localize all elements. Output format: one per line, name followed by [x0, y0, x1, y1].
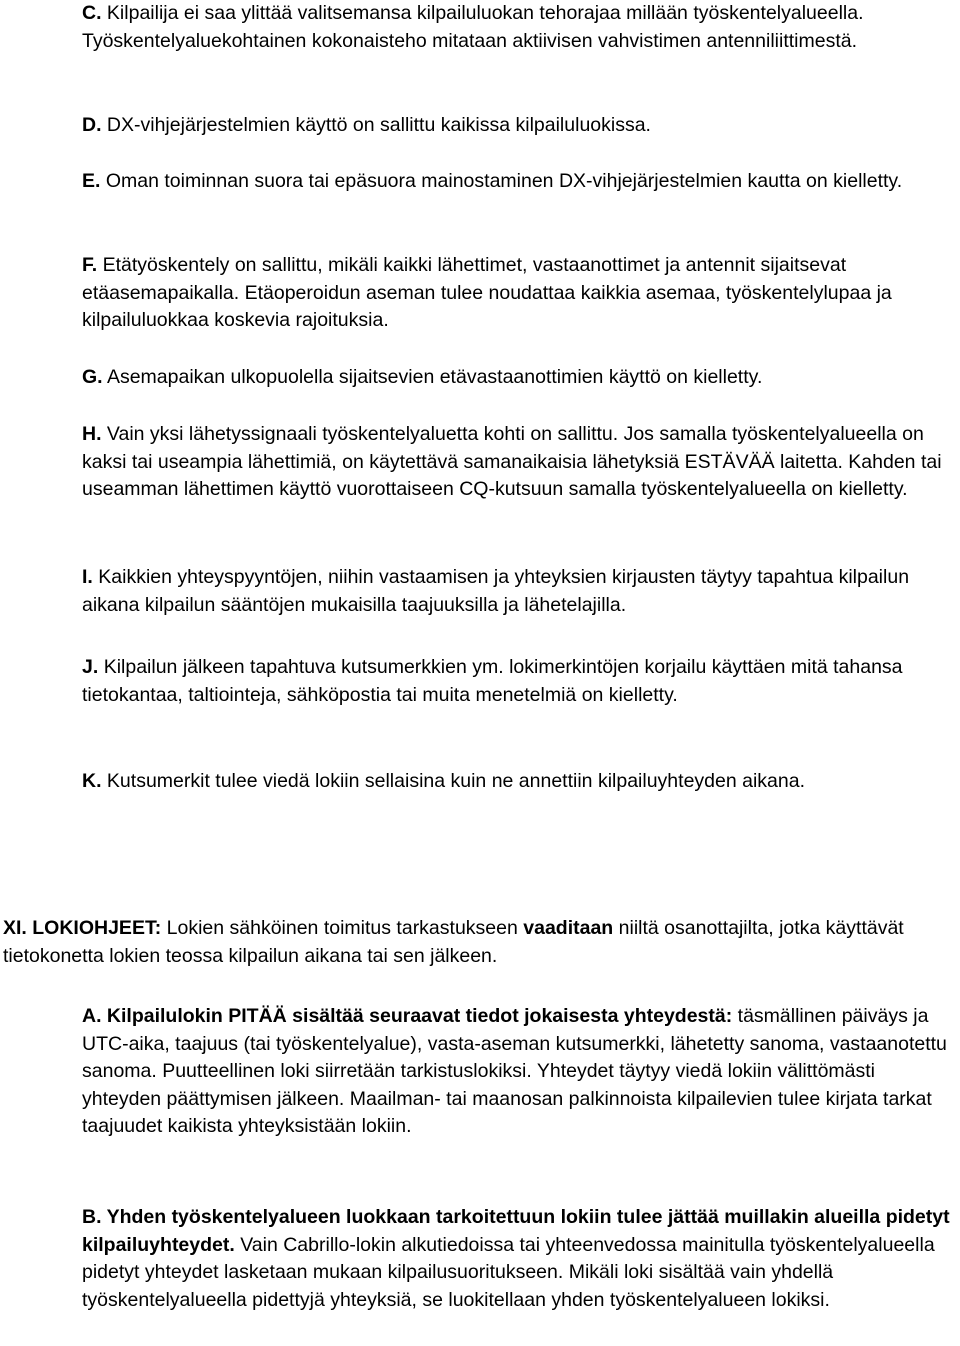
rule-c-text: Kilpailija ei saa ylittää valitsemansa kilpailuluokan tehorajaa millään työskentelyalueella. Työskentelyaluekohtainen kokonaisteho mitataan aktiivisen vahvistimen antenniliittimestä. — [82, 2, 864, 52]
rule-e — [82, 168, 954, 196]
rule-d-label: D. — [82, 114, 102, 136]
rule-g-label: G. — [82, 366, 103, 388]
rule-e-label: E. — [82, 170, 101, 192]
rule-c-label: C. — [82, 2, 102, 24]
rule-h-text: Vain yksi lähetyssignaali työskentelyaluetta kohti on sallittu. Jos samalla työskentelyalueella on kaksi tai useampia lähettimiä, on käytettävä samanaikaisia lähetyksiä ESTÄVÄÄ laitetta. Kahden tai useamman lähettimen käyttö vuorottaiseen CQ-kutsuun samalla työskentelyalueella on kielletty. — [82, 423, 942, 500]
sub-rule-b-label: B. Yhden työskentelyalueen luokkaan tarkoitettuun lokiin tulee jättää muillakin alueilla pidetyt kilpailuyhteydet. — [82, 1206, 950, 1256]
rule-h-label: H. — [82, 423, 102, 445]
rule-i-text: Kaikkien yhteyspyyntöjen, niihin vastaamisen ja yhteyksien kirjausten täytyy tapahtua kilpailun aikana kilpailun sääntöjen mukaisilla taajuuksilla ja lähetelajilla. — [82, 566, 910, 616]
sub-rule-a-text: täsmällinen päiväys ja UTC-aika, taajuus (tai työskentelyalue), vasta-aseman kutsumerkki, lähetetty sanoma, vastaanotettu sanoma. Puutteellinen loki siirretään tarkistuslokiksi. Yhteydet täytyy viedä lokiin välittömästi yhteyden päättymisen jälkeen. Maailman- tai maanosan palkinnoista kilpailevien tulee kirjata tarkat taajuudet kaikista yhteyksistään lokiin. — [82, 1005, 947, 1137]
section-xi-text-before: Lokien sähköinen toimitus tarkastukseen — [166, 917, 518, 939]
rule-e-text: Oman toiminnan suora tai epäsuora mainostaminen DX-vihjejärjestelmien kautta on kielletty. — [105, 170, 903, 192]
rule-f — [82, 252, 954, 335]
rule-f-label: F. — [82, 254, 98, 276]
section-xi-text-after: niiltä osanottajilta, jotka käyttävät tietokonetta lokien teossa kilpailun aikana tai sen jälkeen. — [3, 917, 904, 967]
rule-i-label: I. — [82, 566, 93, 588]
section-xi — [3, 915, 955, 970]
rule-j-text: Kilpailun jälkeen tapahtuva kutsumerkkien ym. lokimerkintöjen korjailu käyttäen mitä tahansa tietokantaa, taltiointeja, sähköpostia tai muita menetelmiä on kielletty. — [82, 656, 903, 706]
sub-rule-b — [82, 1204, 954, 1314]
rule-k-label: K. — [82, 770, 102, 792]
section-xi-heading: XI. LOKIOHJEET: — [3, 917, 162, 939]
rule-k-text: Kutsumerkit tulee viedä lokiin sellaisina kuin ne annettiin kilpailuyhteyden aikana. — [106, 770, 805, 792]
rule-c — [82, 0, 954, 55]
rule-j — [82, 654, 954, 709]
rule-g-text: Asemapaikan ulkopuolella sijaitsevien etävastaanottimien käyttö on kielletty. — [106, 366, 763, 388]
rule-h — [82, 421, 954, 504]
rule-i — [82, 564, 954, 619]
rule-f-text: Etätyöskentely on sallittu, mikäli kaikki lähettimet, vastaanottimet ja antennit sijaitsevat etäasemapaikalla. Etäoperoidun aseman tulee noudattaa kaikkia asemaa, työskentelylupaa ja kilpailuluokkaa koskevia rajoituksia. — [82, 254, 892, 331]
rule-d-text: DX-vihjejärjestelmien käyttö on sallittu kaikissa kilpailuluokissa. — [106, 114, 651, 136]
rule-d — [82, 112, 954, 140]
rule-g — [82, 364, 954, 392]
rule-j-label: J. — [82, 656, 99, 678]
sub-rule-a-label: A. Kilpailulokin PITÄÄ sisältää seuraavat tiedot jokaisesta yhteydestä: — [82, 1005, 733, 1027]
sub-rule-a — [82, 1003, 954, 1141]
sub-rule-b-text: Vain Cabrillo-lokin alkutiedoissa tai yhteenvedossa mainitulla työskentelyalueella pidetyt yhteydet lasketaan mukaan kilpailusuoritukseen. Mikäli loki sisältää vain yhdellä työskentelyalueella pidettyjä yhteyksiä, se luokitellaan yhden työskentelyalueen lokiksi. — [82, 1233, 935, 1311]
rule-k — [82, 768, 954, 796]
section-xi-emphasis: vaaditaan — [523, 917, 614, 939]
